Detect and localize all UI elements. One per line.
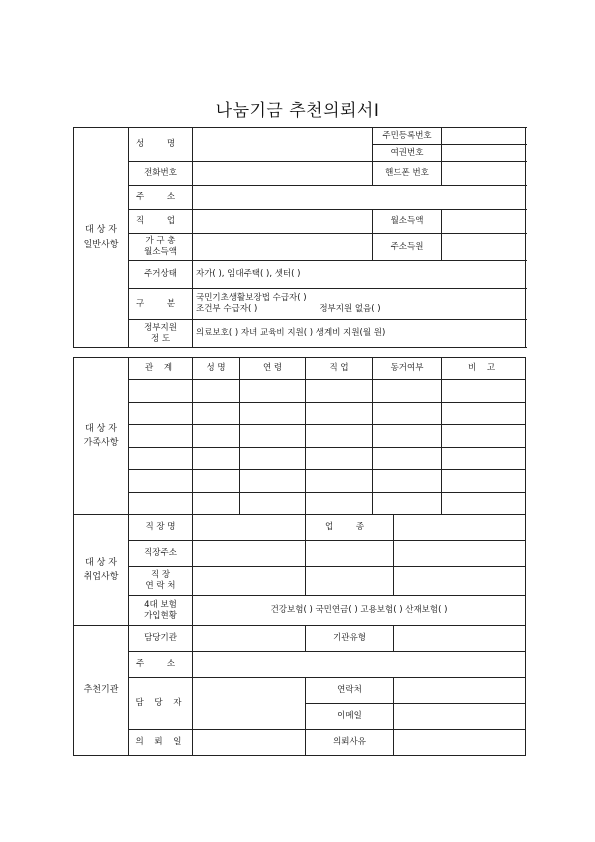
gov-support-options[interactable]: 의료보호( ) 자녀 교육비 지원( ) 생계비 지원(월 원)	[193, 320, 526, 348]
email-label: 이메일	[306, 704, 394, 730]
rrn-field[interactable]	[442, 128, 526, 145]
request-reason-field[interactable]	[394, 730, 526, 756]
passport-label: 여권번호	[373, 145, 442, 162]
industry-field[interactable]	[394, 515, 526, 541]
address-field[interactable]	[193, 186, 526, 210]
family-row	[74, 447, 526, 470]
org-field[interactable]	[193, 626, 306, 652]
address-label: 주 소	[129, 186, 193, 210]
section-employment: 대 상 자 취업사항	[74, 515, 129, 626]
org-address-label: 주 소	[129, 652, 193, 678]
workplace-contact-field[interactable]	[193, 567, 306, 596]
recommendation-form-table	[73, 127, 526, 348]
request-reason-label: 의뢰사유	[306, 730, 394, 756]
request-date-label: 의 뢰 일	[129, 730, 193, 756]
family-header-note: 비 고	[442, 358, 526, 380]
family-row	[74, 425, 526, 448]
income-source-field[interactable]	[442, 234, 526, 261]
org-address-field[interactable]	[193, 652, 526, 678]
family-header-cohabit: 동거여부	[373, 358, 442, 380]
monthly-income-label: 월소득액	[373, 210, 442, 234]
income-source-label: 주소득원	[373, 234, 442, 261]
family-header-name: 성 명	[193, 358, 240, 380]
workplace-address-field-2[interactable]	[306, 541, 394, 567]
request-date-field[interactable]	[193, 730, 306, 756]
household-income-label: 가 구 총 월소득액	[129, 234, 193, 261]
family-header-age: 연 령	[240, 358, 306, 380]
passport-field[interactable]	[442, 145, 526, 162]
housing-options[interactable]: 자가( ), 임대주택( ), 셋터( )	[193, 261, 526, 289]
workplace-address-field[interactable]	[193, 541, 306, 567]
household-income-field[interactable]	[193, 234, 373, 261]
workplace-contact-field-2[interactable]	[306, 567, 394, 596]
page-title: 나눔기금 추천의뢰서Ⅰ	[215, 101, 380, 121]
workplace-label: 직 장 명	[129, 515, 193, 541]
workplace-contact-field-3[interactable]	[394, 567, 526, 596]
workplace-address-label: 직장주소	[129, 541, 193, 567]
mobile-label: 핸드폰 번호	[373, 162, 442, 186]
rrn-label: 주민등록번호	[373, 128, 442, 145]
family-row	[74, 470, 526, 493]
category-label: 구 분	[129, 289, 193, 320]
family-header-job: 직 업	[306, 358, 373, 380]
workplace-address-field-3[interactable]	[394, 541, 526, 567]
manager-field[interactable]	[193, 678, 306, 730]
job-field[interactable]	[193, 210, 373, 234]
insurance-label: 4대 보험 가입현황	[129, 596, 193, 626]
org-label: 담당기관	[129, 626, 193, 652]
workplace-contact-label: 직 장 연 락 처	[129, 567, 193, 596]
family-row	[74, 402, 526, 425]
monthly-income-field[interactable]	[442, 210, 526, 234]
manager-label: 담 당 자	[129, 678, 193, 730]
family-header-relation: 관 계	[129, 358, 193, 380]
family-row	[74, 492, 526, 515]
phone-label: 전화번호	[129, 162, 193, 186]
section-family: 대 상 자 가족사항	[74, 358, 129, 515]
workplace-field[interactable]	[193, 515, 306, 541]
section-recommending-org: 추천기관	[74, 626, 129, 756]
org-type-field[interactable]	[394, 626, 526, 652]
gov-support-label: 정부지원 정 도	[129, 320, 193, 348]
phone-field[interactable]	[193, 162, 373, 186]
job-label: 직 업	[129, 210, 193, 234]
contact-label: 연락처	[306, 678, 394, 704]
email-field[interactable]	[394, 704, 526, 730]
mobile-field[interactable]	[442, 162, 526, 186]
org-type-label: 기관유형	[306, 626, 394, 652]
insurance-options[interactable]: 건강보험( ) 국민연금( ) 고용보험( ) 산재보험( )	[193, 596, 526, 626]
industry-label: 업 종	[306, 515, 394, 541]
section-general: 대 상 자 일반사항	[74, 128, 129, 348]
name-field[interactable]	[193, 128, 373, 162]
contact-field[interactable]	[394, 678, 526, 704]
name-label: 성 명	[129, 128, 193, 162]
housing-label: 주거상태	[129, 261, 193, 289]
recommendation-form-table-lower	[73, 357, 526, 756]
family-row	[74, 380, 526, 403]
category-options[interactable]: 국민기초생활보장법 수급자( ) 조건부 수급자( ) 정부지원 없음( )	[193, 289, 526, 320]
